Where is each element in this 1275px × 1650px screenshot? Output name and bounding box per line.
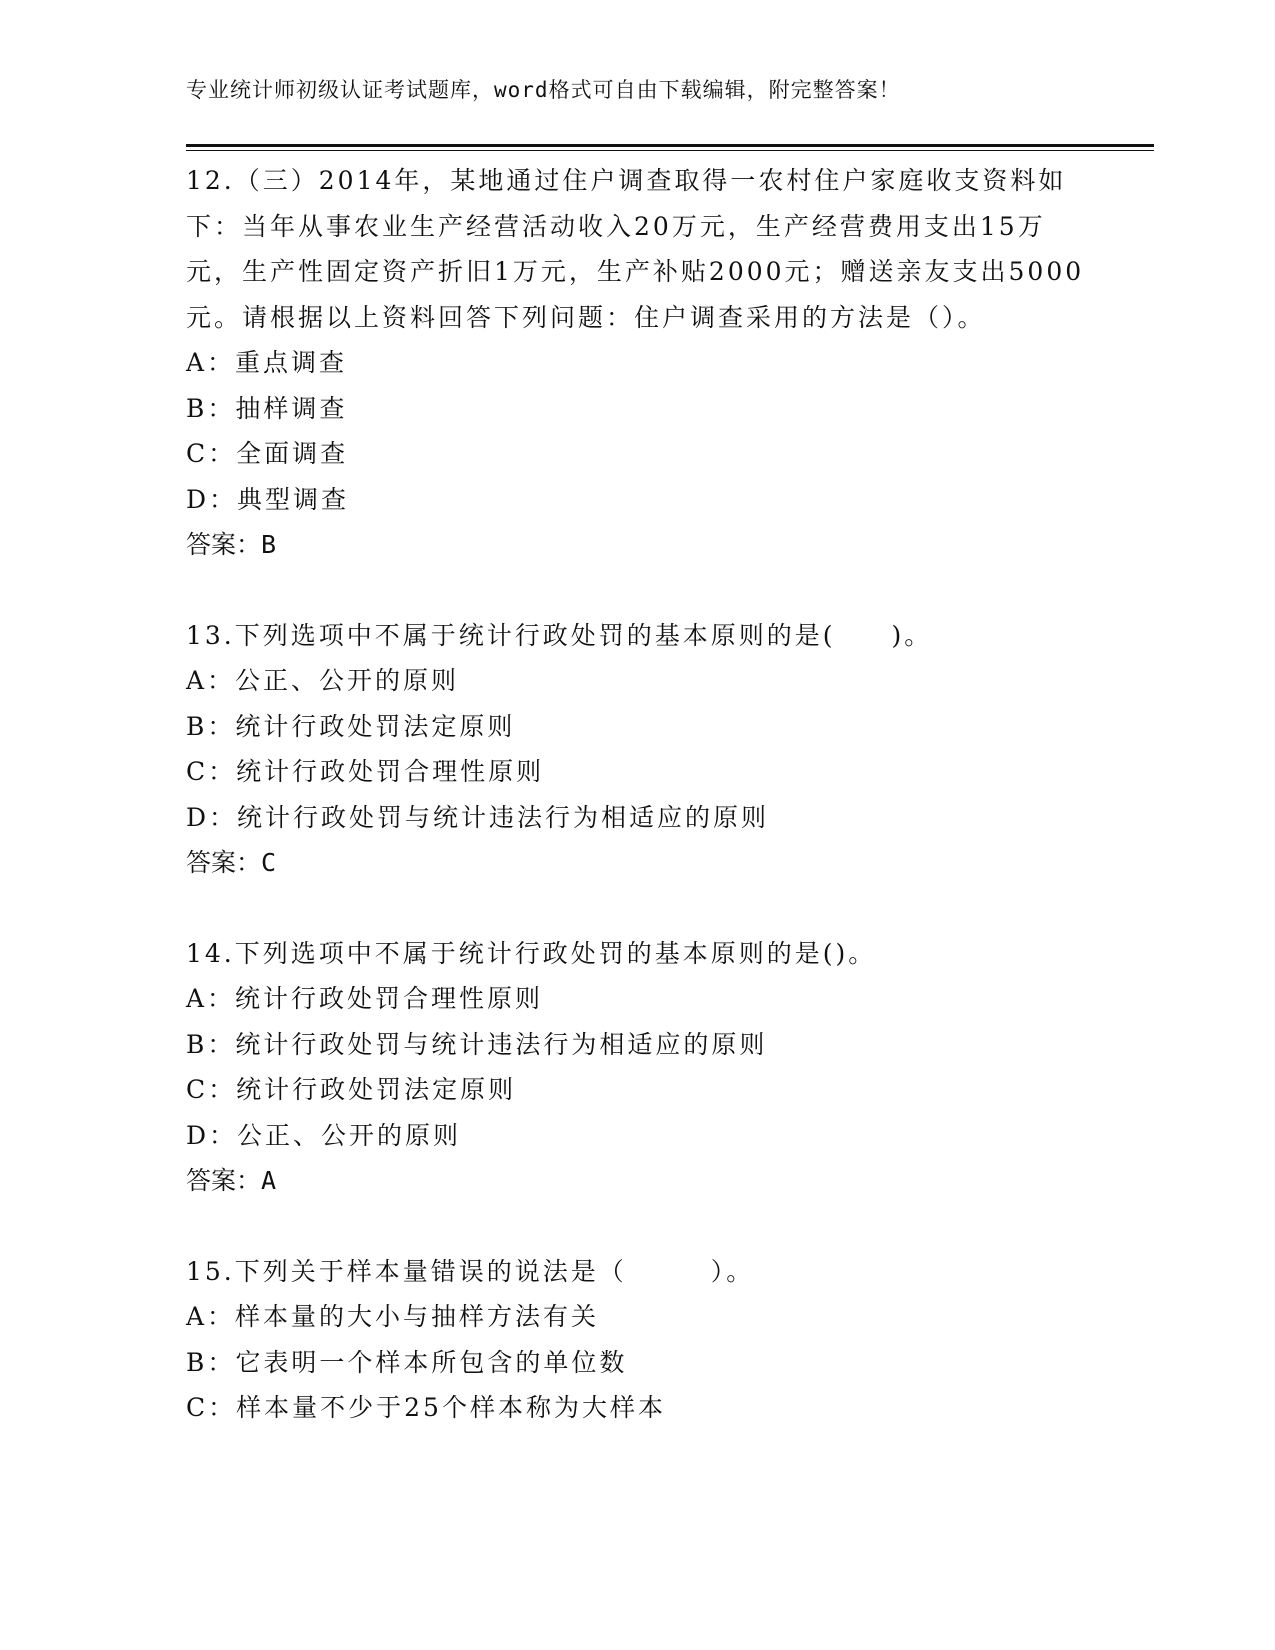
option-b: B：统计行政处罚法定原则 [186, 711, 516, 741]
question-12 [186, 158, 1086, 568]
option-b: B：它表明一个样本所包含的单位数 [186, 1347, 628, 1377]
option-c: C：样本量不少于25个样本称为大样本 [186, 1393, 666, 1422]
option-a: A：统计行政处罚合理性原则 [186, 984, 544, 1013]
question-text: 13.下列选项中不属于统计行政处罚的基本原则的是( )。 [186, 620, 933, 650]
question-14 [186, 931, 1086, 1204]
header-rule-thick [186, 144, 1154, 147]
question-text: 12.（三）2014年，某地通过住户调查取得一农村住户家庭收支资料如下：当年从事农业生产经营活动收入20万元，生产经营费用支出15万元，生产性固定资产折旧1万元，生产补贴2000元；赠送亲友支出5000元。请根据以上资料回答下列问题：住户调查采用的方法是（）。 [186, 166, 1085, 332]
option-d: D：统计行政处罚与统计违法行为相适应的原则 [186, 802, 770, 832]
option-c: C：统计行政处罚合理性原则 [186, 757, 545, 786]
option-a: A：公正、公开的原则 [186, 666, 460, 695]
option-b: B：统计行政处罚与统计违法行为相适应的原则 [186, 1029, 768, 1059]
option-d: D：典型调查 [186, 484, 350, 514]
question-13 [186, 613, 1086, 886]
option-d: D：公正、公开的原则 [186, 1120, 462, 1150]
answer-line: 答案：A [186, 1166, 277, 1195]
question-text: 14.下列选项中不属于统计行政处罚的基本原则的是()。 [186, 938, 877, 968]
option-c: C：统计行政处罚法定原则 [186, 1075, 517, 1104]
question-text: 15.下列关于样本量错误的说法是（ ）。 [186, 1256, 755, 1286]
question-list [186, 158, 1086, 1476]
option-a: A：重点调查 [186, 348, 348, 377]
page-header: 专业统计师初级认证考试题库，word格式可自由下载编辑，附完整答案！ [186, 78, 901, 102]
header-rule-thin [186, 150, 1154, 151]
answer-line: 答案：C [186, 848, 277, 877]
option-a: A：样本量的大小与抽样方法有关 [186, 1302, 600, 1331]
question-15 [186, 1249, 1086, 1431]
option-c: C：全面调查 [186, 439, 349, 468]
answer-line: 答案：B [186, 530, 277, 559]
option-b: B：抽样调查 [186, 393, 348, 423]
